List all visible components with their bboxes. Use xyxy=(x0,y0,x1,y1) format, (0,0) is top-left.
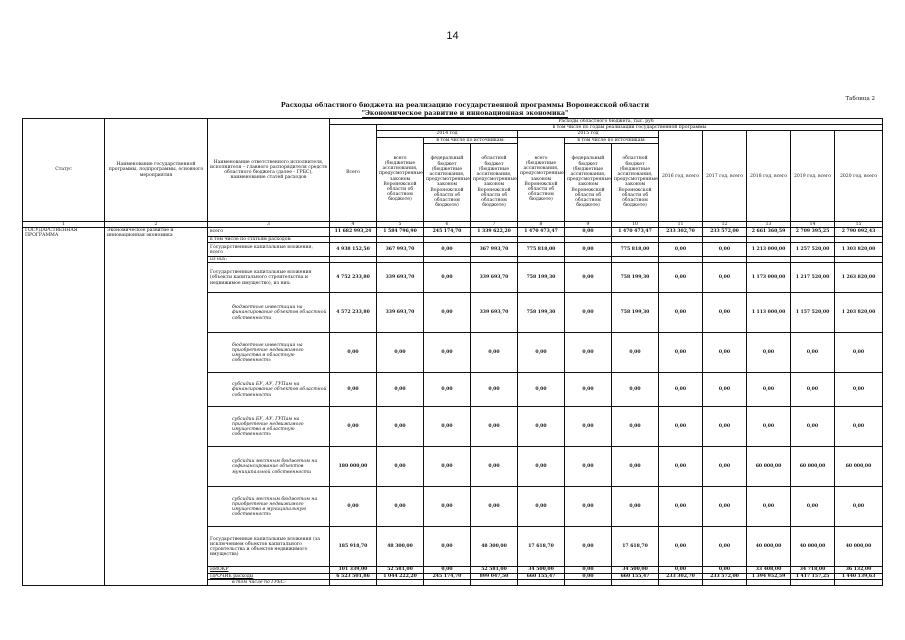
value-cell: 0,00 xyxy=(518,487,565,527)
value-cell xyxy=(791,579,835,585)
header-sources-2014: в том числе по источникам: xyxy=(424,137,518,143)
value-cell: 0,00 xyxy=(565,293,612,333)
value-cell: 0,00 xyxy=(565,243,612,257)
value-cell: 0,00 xyxy=(518,407,565,447)
value-cell: 0,00 xyxy=(659,333,703,373)
row-label: субсидии местным бюджетам на приобретение недвижимого имущества в муниципальную собственность xyxy=(208,487,330,527)
value-cell: 1 394 952,59 xyxy=(747,573,791,579)
header-2017: 2017 год, всего xyxy=(703,131,747,221)
value-cell: 233 572,00 xyxy=(703,228,747,237)
value-cell: 0,00 xyxy=(703,333,747,373)
value-cell: 34 718,00 xyxy=(791,567,835,573)
value-cell: 0,00 xyxy=(565,407,612,447)
value-cell: 1 157 520,00 xyxy=(791,293,835,333)
value-cell xyxy=(747,579,791,585)
status-cell: ГОСУДАРСТВЕННАЯ ПРОГРАММА xyxy=(23,228,105,586)
value-cell: 52 581,00 xyxy=(471,567,518,573)
value-cell: 0,00 xyxy=(565,567,612,573)
value-cell: 0,00 xyxy=(747,333,791,373)
header-expenses: Расходы областного бюджета, тыс. руб xyxy=(330,119,883,125)
value-cell: 0,00 xyxy=(659,567,703,573)
col-number: 15 xyxy=(835,221,883,227)
value-cell: 0,00 xyxy=(518,373,565,407)
value-cell: 0,00 xyxy=(330,407,377,447)
value-cell: 0,00 xyxy=(612,447,659,487)
value-cell: 0,00 xyxy=(703,243,747,257)
header-sources-2015: в том числе по источникам: xyxy=(565,137,659,143)
value-cell: 6 523 501,86 xyxy=(330,573,377,579)
value-cell: 17 618,70 xyxy=(518,527,565,567)
value-cell: 0,00 xyxy=(703,407,747,447)
value-cell: 233 302,70 xyxy=(659,228,703,237)
header-status: Статус xyxy=(23,119,105,222)
value-cell: 4 752 233,80 xyxy=(330,263,377,293)
header-2016: 2016 год, всего xyxy=(659,131,703,221)
value-cell: 48 300,00 xyxy=(471,527,518,567)
value-cell: 60 000,00 xyxy=(747,447,791,487)
value-cell: 0,00 xyxy=(377,333,424,373)
value-cell: 1 440 139,63 xyxy=(835,573,883,579)
value-cell xyxy=(330,579,377,585)
value-cell: 0,00 xyxy=(659,487,703,527)
value-cell: 339 693,70 xyxy=(471,263,518,293)
value-cell: 1 213 000,00 xyxy=(747,243,791,257)
value-cell: 34 500,00 xyxy=(612,567,659,573)
header-total: Всего xyxy=(330,125,377,222)
value-cell: 1 303 820,00 xyxy=(835,243,883,257)
value-cell: 0,00 xyxy=(424,407,471,447)
value-cell: 2 709 395,25 xyxy=(791,228,835,237)
value-cell: 180 000,00 xyxy=(330,447,377,487)
value-cell: 0,00 xyxy=(377,373,424,407)
value-cell: 0,00 xyxy=(659,263,703,293)
expenses-table xyxy=(22,118,883,586)
value-cell: 0,00 xyxy=(565,573,612,579)
value-cell: 0,00 xyxy=(747,407,791,447)
value-cell: 17 618,70 xyxy=(612,527,659,567)
col-number: 11 xyxy=(659,221,703,227)
value-cell: 0,00 xyxy=(518,447,565,487)
page-number: 14 xyxy=(446,30,459,42)
document-subtitle xyxy=(120,110,810,118)
header-program: Наименование государственной программы, подпрограммы, основного мероприятия xyxy=(105,119,208,222)
value-cell: 758 199,30 xyxy=(518,293,565,333)
value-cell: 0,00 xyxy=(471,407,518,447)
value-cell: 233 302,70 xyxy=(659,573,703,579)
value-cell: 60 000,00 xyxy=(835,447,883,487)
value-cell: 60 000,00 xyxy=(791,447,835,487)
header-executor: Наименование ответственного исполнителя, исполнителя – главного распорядителя средств областного бюджета (далее - ГРБС), наименование статей расходов xyxy=(208,119,330,222)
value-cell xyxy=(377,579,424,585)
table-label: Таблица 2 xyxy=(845,96,875,102)
value-cell: 0,00 xyxy=(424,567,471,573)
value-cell: 0,00 xyxy=(424,447,471,487)
header-2014: 2014 год xyxy=(377,131,518,137)
value-cell: 0,00 xyxy=(659,447,703,487)
value-cell: 0,00 xyxy=(377,487,424,527)
value-cell: 775 818,00 xyxy=(612,243,659,257)
value-cell: 0,00 xyxy=(565,527,612,567)
value-cell xyxy=(471,579,518,585)
value-cell: 1 173 000,00 xyxy=(747,263,791,293)
value-cell: 1 339 622,20 xyxy=(471,228,518,237)
value-cell: 0,00 xyxy=(565,373,612,407)
col-number: 5 xyxy=(377,221,424,227)
header-incl-years: в том числе по годам реализации государственной программы xyxy=(377,125,883,131)
value-cell: 34 500,00 xyxy=(518,567,565,573)
value-cell: 0,00 xyxy=(565,333,612,373)
value-cell: 1 203 820,00 xyxy=(835,293,883,333)
value-cell: 0,00 xyxy=(471,487,518,527)
value-cell: 0,00 xyxy=(703,293,747,333)
value-cell: 0,00 xyxy=(377,407,424,447)
value-cell: 40 000,00 xyxy=(835,527,883,567)
value-cell: 0,00 xyxy=(424,333,471,373)
value-cell: 758 199,30 xyxy=(612,293,659,333)
value-cell: 0,00 xyxy=(791,407,835,447)
value-cell: 0,00 xyxy=(703,373,747,407)
value-cell: 0,00 xyxy=(518,333,565,373)
value-cell: 0,00 xyxy=(747,373,791,407)
value-cell: 0,00 xyxy=(424,293,471,333)
value-cell: 1 044 222,20 xyxy=(377,573,424,579)
header-2019: 2019 год, всего xyxy=(791,131,835,221)
value-cell: 775 818,00 xyxy=(518,243,565,257)
value-cell: 2 661 360,59 xyxy=(747,228,791,237)
value-cell: 367 993,70 xyxy=(377,243,424,257)
value-cell: 0,00 xyxy=(612,487,659,527)
header-2015: 2015 год xyxy=(518,131,659,137)
row-label: в том числе по статьям расходов: xyxy=(208,237,330,243)
row-label: бюджетные инвестиции на финансирование объектов областной собственности xyxy=(208,293,330,333)
header-2020: 2020 год, всего xyxy=(835,131,883,221)
row-label: субсидии БУ, АУ, ГУПам на финансирование объектов областной собственности xyxy=(208,373,330,407)
value-cell: 0,00 xyxy=(424,527,471,567)
value-cell: 367 993,70 xyxy=(471,243,518,257)
value-cell: 0,00 xyxy=(471,447,518,487)
col-number: 9 xyxy=(565,221,612,227)
value-cell: 0,00 xyxy=(424,373,471,407)
document-title: Расходы областного бюджета на реализацию государственной программы Воронежской области xyxy=(280,101,650,109)
value-cell: 0,00 xyxy=(471,373,518,407)
value-cell: 2 790 092,43 xyxy=(835,228,883,237)
row-label: бюджетные инвестиции на приобретение недвижимого имущества в областную собственность xyxy=(208,333,330,373)
value-cell: 0,00 xyxy=(659,527,703,567)
col-number: 1 xyxy=(23,221,105,227)
value-cell: 4 938 152,50 xyxy=(330,243,377,257)
row-label: Государственные капитальные вложения (объекты капитального строительства и недвижимое имущество), из них: xyxy=(208,263,330,293)
header-federal-2015: федеральный бюджет (бюджетные ассигнования, предусмотренные законом Воронежской области об областном бюджете) xyxy=(565,143,612,221)
value-cell: 0,00 xyxy=(835,373,883,407)
col-number: 4 xyxy=(330,221,377,227)
value-cell: 0,00 xyxy=(565,263,612,293)
row-label: Государственные капитальные вложения (за исключением объектов капитального строительства и объектов недвижимого имущества) xyxy=(208,527,330,567)
header-federal-2014: федеральный бюджет (бюджетные ассигнования, предусмотренные законом Воронежской области об областном бюджете) xyxy=(424,143,471,221)
header-regional-2015: областной бюджет (бюджетные ассигнования, предусмотренные законом Воронежской области об областном бюджете) xyxy=(612,143,659,221)
col-number: 14 xyxy=(791,221,835,227)
value-cell: 0,00 xyxy=(703,567,747,573)
value-cell xyxy=(835,579,883,585)
header-total-2015: всего (бюджетные ассигнования, предусмотренные законом Воронежской области об областном бюджете) xyxy=(518,137,565,221)
value-cell: 0,00 xyxy=(791,487,835,527)
value-cell: 0,00 xyxy=(659,243,703,257)
value-cell: 101 339,00 xyxy=(330,567,377,573)
value-cell xyxy=(424,579,471,585)
row-label: в том числе по ГРБС: xyxy=(208,579,330,585)
value-cell: 40 000,00 xyxy=(747,527,791,567)
subtitle-text: "Экономическое развитие и инновационная экономика" xyxy=(361,110,569,117)
value-cell: 660 155,47 xyxy=(518,573,565,579)
col-number: 12 xyxy=(703,221,747,227)
value-cell: 36 132,00 xyxy=(835,567,883,573)
value-cell: 0,00 xyxy=(703,487,747,527)
value-cell xyxy=(703,579,747,585)
value-cell: 0,00 xyxy=(565,228,612,237)
header-2018: 2018 год, всего xyxy=(747,131,791,221)
row-label: из них: xyxy=(208,257,330,263)
col-number: 2 xyxy=(105,221,208,227)
value-cell: 339 693,70 xyxy=(377,293,424,333)
value-cell: 11 682 993,24 xyxy=(330,228,377,237)
value-cell: 40 000,00 xyxy=(791,527,835,567)
value-cell: 0,00 xyxy=(424,243,471,257)
value-cell: 0,00 xyxy=(612,373,659,407)
col-number: 10 xyxy=(612,221,659,227)
value-cell: 48 300,00 xyxy=(377,527,424,567)
value-cell: 33 408,00 xyxy=(747,567,791,573)
value-cell: 1 470 473,47 xyxy=(518,228,565,237)
value-cell: 0,00 xyxy=(703,447,747,487)
value-cell: 0,00 xyxy=(659,407,703,447)
row-label: ПРОЧИЕ расходы xyxy=(208,573,330,579)
value-cell: 1 217 520,00 xyxy=(791,263,835,293)
value-cell: 0,00 xyxy=(791,333,835,373)
value-cell: 0,00 xyxy=(659,293,703,333)
value-cell: 1 417 157,25 xyxy=(791,573,835,579)
value-cell: 0,00 xyxy=(471,333,518,373)
table-row xyxy=(23,228,883,237)
value-cell: 1 257 520,00 xyxy=(791,243,835,257)
header-regional-2014: областной бюджет (бюджетные ассигнования, предусмотренные законом Воронежской области об областном бюджете) xyxy=(471,143,518,221)
value-cell: 0,00 xyxy=(703,263,747,293)
col-number: 8 xyxy=(518,221,565,227)
value-cell: 0,00 xyxy=(835,487,883,527)
col-number: 6 xyxy=(424,221,471,227)
value-cell: 4 572 233,80 xyxy=(330,293,377,333)
value-cell xyxy=(565,579,612,585)
value-cell: 339 693,70 xyxy=(471,293,518,333)
value-cell: 0,00 xyxy=(377,447,424,487)
value-cell: 758 199,30 xyxy=(612,263,659,293)
value-cell xyxy=(612,579,659,585)
value-cell: 0,00 xyxy=(612,407,659,447)
value-cell: 0,00 xyxy=(791,373,835,407)
program-name-cell: Экономическое развитие и инновационная экономика xyxy=(105,228,208,586)
value-cell: 0,00 xyxy=(565,487,612,527)
row-label: субсидии местным бюджетам на софинансирование объектов муниципальной собственности xyxy=(208,447,330,487)
value-cell: 0,00 xyxy=(330,487,377,527)
value-cell: 1 470 473,47 xyxy=(612,228,659,237)
value-cell xyxy=(518,579,565,585)
value-cell: 1 584 796,90 xyxy=(377,228,424,237)
row-label: всего xyxy=(208,228,330,237)
value-cell: 339 693,70 xyxy=(377,263,424,293)
col-number: 13 xyxy=(747,221,791,227)
col-number: 3 xyxy=(208,221,330,227)
row-label: НИОКР xyxy=(208,567,330,573)
value-cell: 52 581,00 xyxy=(377,567,424,573)
value-cell xyxy=(659,579,703,585)
value-cell: 0,00 xyxy=(835,407,883,447)
value-cell: 0,00 xyxy=(659,373,703,407)
row-label: Государственные капитальные вложения, всего xyxy=(208,243,330,257)
value-cell: 0,00 xyxy=(424,487,471,527)
value-cell: 245 174,70 xyxy=(424,228,471,237)
value-cell: 1 263 820,00 xyxy=(835,263,883,293)
value-cell: 660 155,47 xyxy=(612,573,659,579)
value-cell: 185 918,70 xyxy=(330,527,377,567)
value-cell: 0,00 xyxy=(612,333,659,373)
value-cell: 1 113 000,00 xyxy=(747,293,791,333)
col-number: 7 xyxy=(471,221,518,227)
value-cell: 0,00 xyxy=(330,333,377,373)
value-cell: 0,00 xyxy=(330,373,377,407)
header-total-2014: всего (бюджетные ассигнования, предусмотренные законом Воронежской области об областном бюджете) xyxy=(377,137,424,221)
value-cell: 0,00 xyxy=(835,333,883,373)
value-cell: 233 572,00 xyxy=(703,573,747,579)
value-cell: 0,00 xyxy=(424,263,471,293)
value-cell: 0,00 xyxy=(703,527,747,567)
value-cell: 758 199,30 xyxy=(518,263,565,293)
value-cell: 0,00 xyxy=(565,447,612,487)
value-cell: 899 047,50 xyxy=(471,573,518,579)
value-cell: 0,00 xyxy=(747,487,791,527)
row-label: субсидии БУ, АУ, ГУПам на приобретение недвижимого имущества в областную собственность xyxy=(208,407,330,447)
value-cell: 245 174,70 xyxy=(424,573,471,579)
